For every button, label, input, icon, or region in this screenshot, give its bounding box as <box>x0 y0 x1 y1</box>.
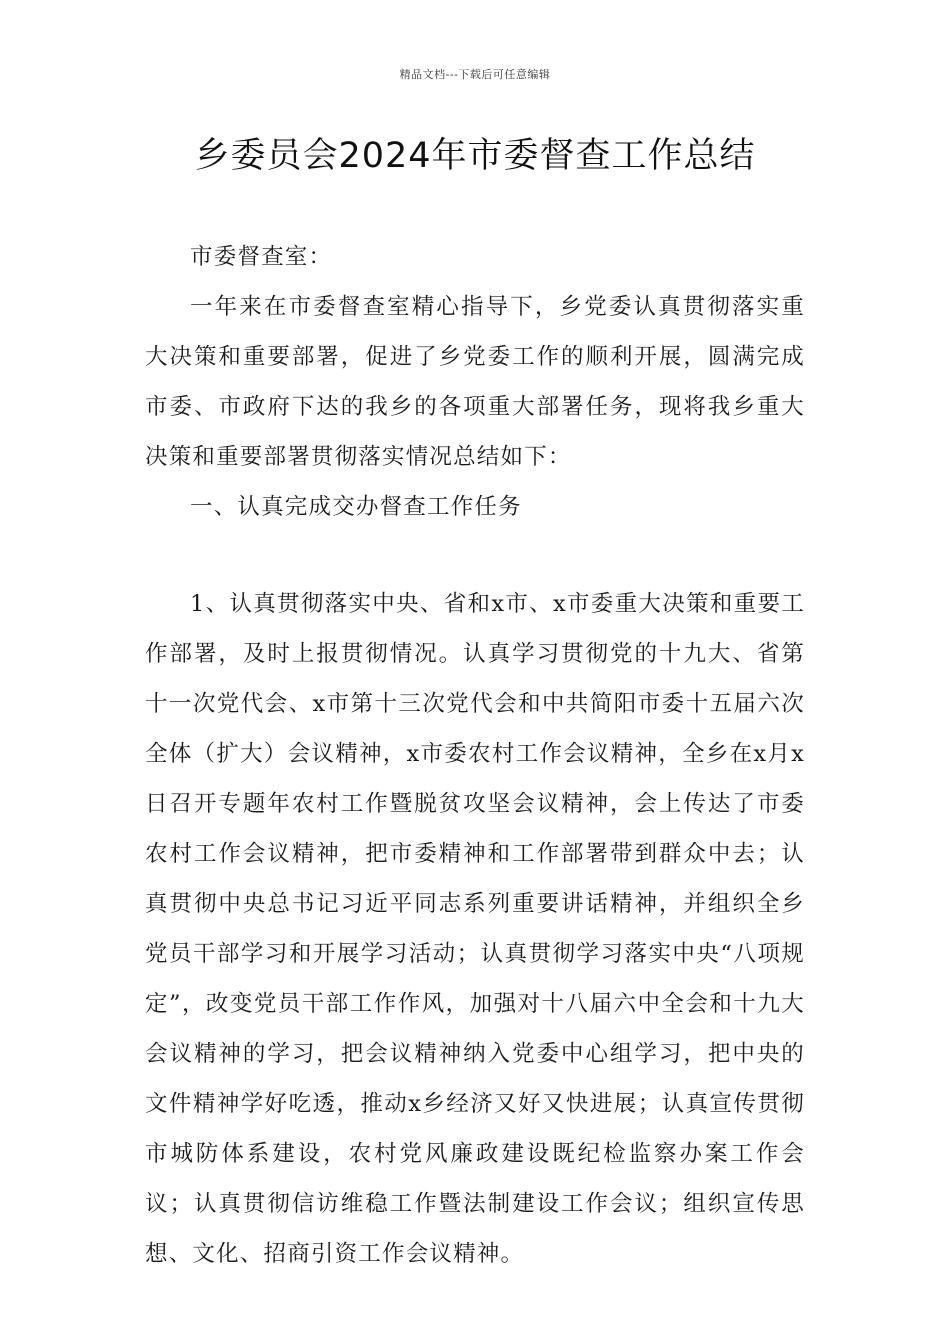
header-note: 精品文档---下载后可任意编辑 <box>399 68 551 81</box>
document-title: 乡委员会2024年市委督查工作总结 <box>194 136 756 176</box>
salutation: 市委督查室： <box>190 244 333 270</box>
intro-paragraph: 一年来在市委督查室精心指导下，乡党委认真贯彻落实重大决策和重要部署，促进了乡党委工作的顺利开展，圆满完成市委、市政府下达的我乡的各项重大部署任务，现将我乡重大决策和重要部署贯彻落实情况总结如下： <box>145 294 805 470</box>
item-paragraph: 1、认真贯彻落实中央、省和x市、x市委重大决策和重要工作部署，及时上报贯彻情况。认真学习贯彻党的十九大、省第十一次党代会、x市第十三次党代会和中共简阳市委十五届六次全体（扩大）会议精神，x市委农村工作会议精神，全乡在x月x日召开专题年农村工作暨脱贫攻坚会议精神，会上传达了市委农村工作会议精神，把市委精神和工作部署带到群众中去；认真贯彻中央总书记习近平同志系列重要讲话精神，并组织全乡党员干部学习和开展学习活动；认真贯彻学习落实中央“八项规定”，改变党员干部工作作风，加强对十八届六中全会和十九大会议精神的学习，把会议精神纳入党委中心组学习，把中央的文件精神学好吃透，推动x乡经济又好又快进展；认真宣传贯彻市城防体系建设，农村党风廉政建设既纪检监察办案工作会议；认真贯彻信访维稳工作暨法制建设工作会议；组织宣传思想、文化、招商引资工作会议精神。 <box>145 591 805 1267</box>
section-heading: 一、认真完成交办督查工作任务 <box>190 494 522 520</box>
